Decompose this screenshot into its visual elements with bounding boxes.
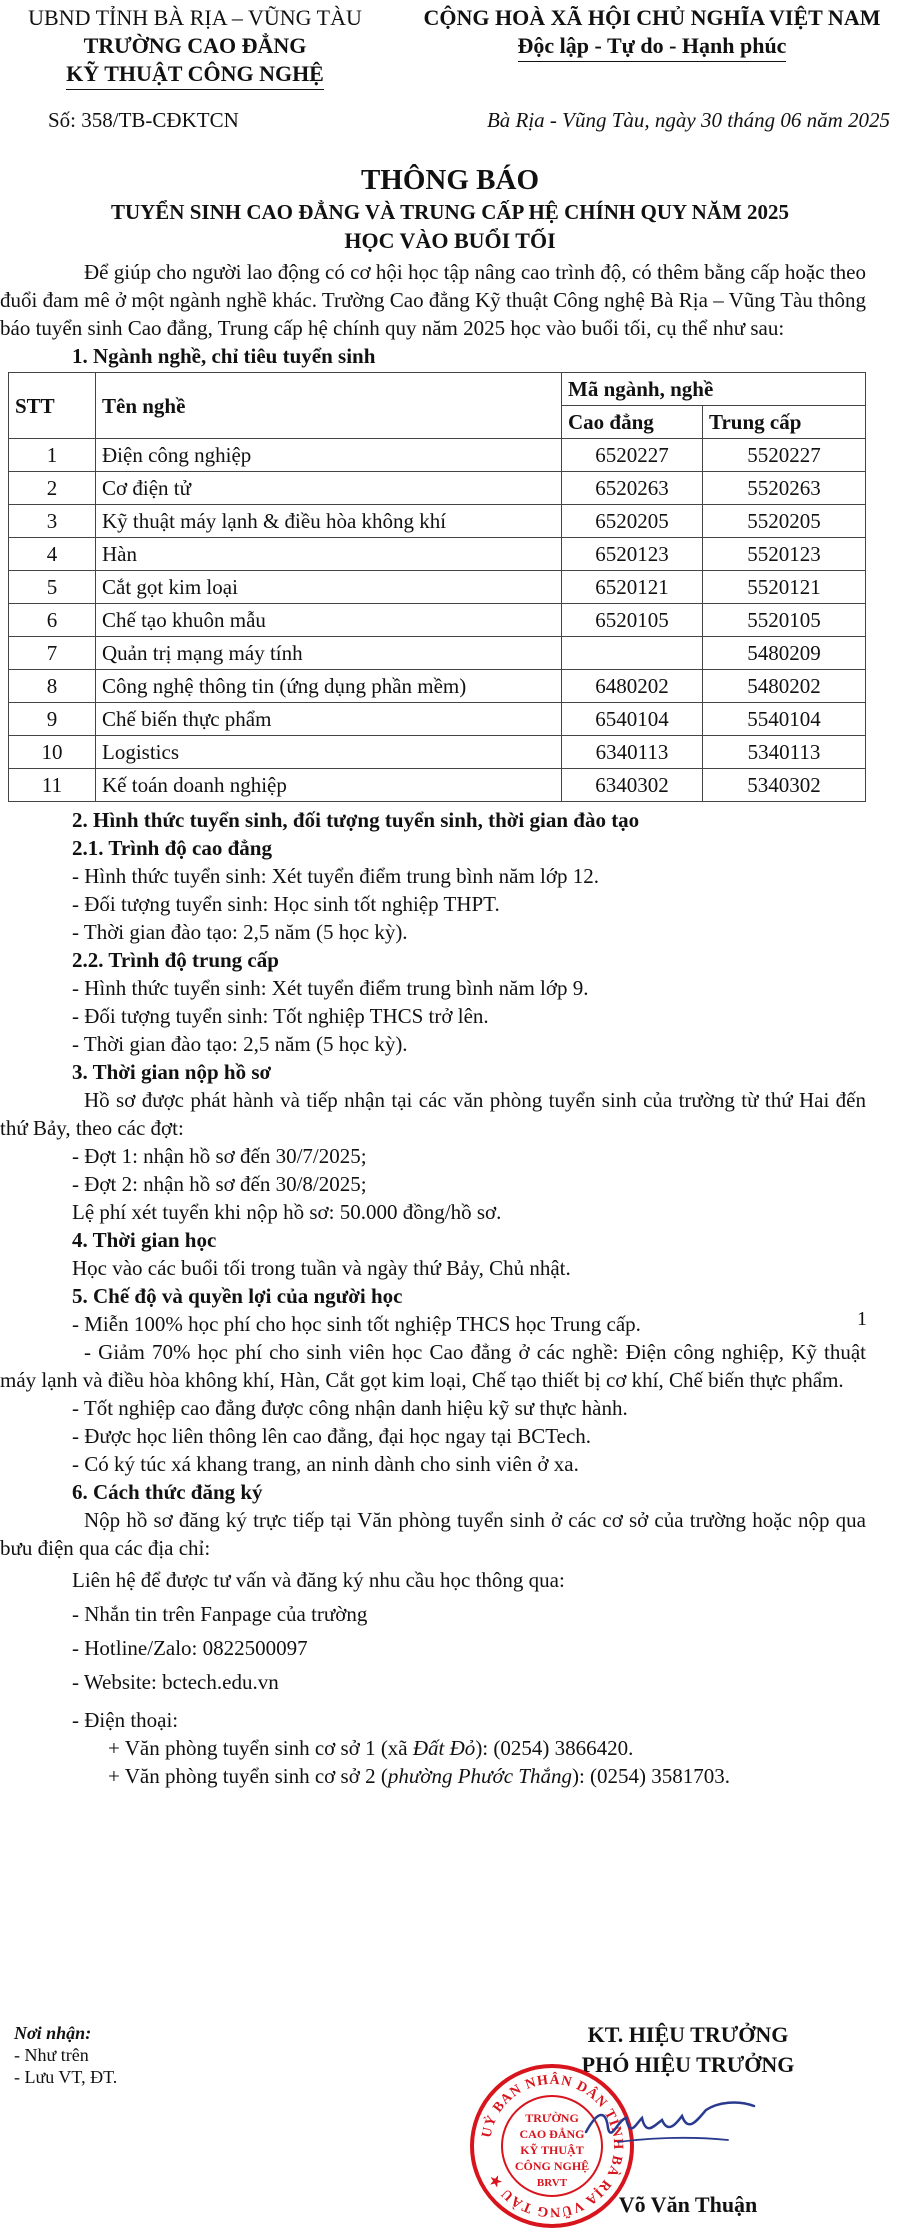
cell-tc: 5520263 (703, 472, 866, 505)
table-row (9, 571, 866, 604)
cell-stt: 10 (9, 736, 96, 769)
cell-cd: 6520121 (562, 571, 703, 604)
document-body (0, 258, 866, 1790)
cell-stt: 8 (9, 670, 96, 703)
col-stt-header: STT (9, 373, 96, 439)
section-4-heading: 4. Thời gian học (72, 1228, 217, 1252)
section-2-2-heading: 2.2. Trình độ trung cấp (72, 948, 279, 972)
section-3-item: - Đợt 2: nhận hồ sơ đến 30/8/2025; (72, 1172, 367, 1196)
section-4-paragraph: Học vào các buổi tối trong tuần và ngày thứ Bảy, Chủ nhật. (72, 1256, 571, 1280)
svg-text:CAO ĐẲNG: CAO ĐẲNG (519, 2127, 585, 2141)
recipients-block (14, 2022, 117, 2088)
office-1-line: + Văn phòng tuyển sinh cơ sở 1 (xã Đất Đỏ): (0254) 3866420. (108, 1736, 634, 1760)
issuer-block (0, 4, 390, 90)
section-6-heading: 6. Cách thức đăng ký (72, 1480, 263, 1504)
issuer-school-line2: KỸ THUẬT CÔNG NGHỆ (66, 60, 324, 90)
cell-name: Quản trị mạng máy tính (96, 637, 562, 670)
svg-text:TRƯỜNG: TRƯỜNG (525, 2111, 579, 2125)
cell-cd: 6480202 (562, 670, 703, 703)
cell-cd: 6340113 (562, 736, 703, 769)
cell-tc: 5520227 (703, 439, 866, 472)
cell-cd: 6540104 (562, 703, 703, 736)
cell-cd: 6340302 (562, 769, 703, 802)
office-1-place: Đất Đỏ (412, 1736, 476, 1760)
cell-stt: 9 (9, 703, 96, 736)
section-2-heading: 2. Hình thức tuyển sinh, đối tượng tuyển sinh, thời gian đào tạo (72, 808, 640, 832)
signature-title-2: PHÓ HIỆU TRƯỞNG (581, 2052, 795, 2077)
national-motto: Độc lập - Tự do - Hạnh phúc (518, 32, 787, 62)
contact-website: - Website: bctech.edu.vn (72, 1670, 279, 1694)
office-2-line: + Văn phòng tuyển sinh cơ sở 2 (phường Phước Thắng): (0254) 3581703. (108, 1764, 731, 1788)
cell-stt: 3 (9, 505, 96, 538)
table-row (9, 439, 866, 472)
cell-name: Điện công nghiệp (96, 439, 562, 472)
col-code-header: Mã ngành, nghề (562, 373, 866, 406)
table-row (9, 604, 866, 637)
cell-name: Kế toán doanh nghiệp (96, 769, 562, 802)
section-2-1-item: - Đối tượng tuyển sinh: Học sinh tốt nghiệp THPT. (72, 892, 500, 916)
cell-cd: 6520227 (562, 439, 703, 472)
recipient-item: - Lưu VT, ĐT. (14, 2067, 118, 2087)
table-row (9, 736, 866, 769)
recipient-item: - Như trên (14, 2045, 89, 2065)
cell-stt: 7 (9, 637, 96, 670)
section-5-heading: 5. Chế độ và quyền lợi của người học (72, 1284, 403, 1308)
table-row (9, 505, 866, 538)
svg-text:CÔNG NGHỆ: CÔNG NGHỆ (514, 2159, 590, 2173)
document-title: THÔNG BÁO (360, 164, 540, 196)
cell-stt: 4 (9, 538, 96, 571)
cell-tc: 5340113 (703, 736, 866, 769)
cell-tc: 5520205 (703, 505, 866, 538)
cell-name: Kỹ thuật máy lạnh & điều hòa không khí (96, 505, 562, 538)
national-motto-block (404, 4, 900, 62)
col-name-header: Tên nghề (96, 373, 562, 439)
section-2-2-item: - Đối tượng tuyển sinh: Tốt nghiệp THCS trở lên. (72, 1004, 489, 1028)
section-5-item: - Giảm 70% học phí cho sinh viên học Cao đẳng ở các nghề: Điện công nghiệp, Kỹ thuật máy lạnh và điều hòa không khí, Hàn, Cắt gọt kim loại, Chế tạo thiết bị cơ khí, Chế biến thực phẩm. (0, 1340, 866, 1392)
contact-phone-label: - Điện thoại: (72, 1708, 179, 1732)
contact-hotline: - Hotline/Zalo: 0822500097 (72, 1636, 308, 1660)
signer-name: Võ Văn Thuận (618, 2192, 758, 2217)
cell-tc: 5520121 (703, 571, 866, 604)
issuer-authority: UBND TỈNH BÀ RỊA – VŨNG TÀU (28, 5, 362, 30)
table-row (9, 637, 866, 670)
handwritten-signature-icon (578, 2080, 758, 2160)
intro-paragraph: Để giúp cho người lao động có cơ hội học tập nâng cao trình độ, có thêm bằng cấp hoặc theo đuổi đam mê ở một ngành nghề khác. Trường Cao đẳng Kỹ thuật Công nghệ Bà Rịa – Vũng Tàu thông báo tuyển sinh Cao đẳng, Trung cấp hệ chính quy năm 2025 học vào buổi tối, cụ thể như sau: (0, 260, 866, 340)
table-row (9, 769, 866, 802)
programs-table (8, 372, 866, 802)
cell-stt: 1 (9, 439, 96, 472)
table-row (9, 703, 866, 736)
issuer-school-line1: TRƯỜNG CAO ĐẲNG (83, 33, 307, 58)
document-subtitle-1: TUYỂN SINH CAO ĐẲNG VÀ TRUNG CẤP HỆ CHÍNH QUY NĂM 2025 (110, 200, 790, 224)
svg-text:UỶ BAN NHÂN DÂN TỈNH BÀ RỊA VŨ: UỶ BAN NHÂN DÂN TỈNH BÀ RỊA VŨNG TÀU ★ (479, 2072, 626, 2220)
section-5-item: - Có ký túc xá khang trang, an ninh dành cho sinh viên ở xa. (72, 1452, 579, 1476)
cell-cd (562, 637, 703, 670)
cell-tc: 5480209 (703, 637, 866, 670)
section-3-paragraph: Hồ sơ được phát hành và tiếp nhận tại các văn phòng tuyển sinh của trường từ thứ Hai đến thứ Bảy, theo các đợt: (0, 1088, 866, 1140)
col-tc-header: Trung cấp (703, 406, 866, 439)
section-6-paragraph: Nộp hồ sơ đăng ký trực tiếp tại Văn phòng tuyển sinh ở các cơ sở của trường hoặc nộp qua bưu điện qua các địa chỉ: (0, 1508, 866, 1560)
recipients-label: Nơi nhận: (14, 2023, 92, 2043)
svg-text:BRVT: BRVT (536, 2177, 568, 2189)
document-date: Bà Rịa - Vũng Tàu, ngày 30 tháng 06 năm 2025 (486, 108, 890, 132)
cell-name: Hàn (96, 538, 562, 571)
section-3-heading: 3. Thời gian nộp hồ sơ (72, 1060, 272, 1084)
document-number: Số: 358/TB-CĐKTCN (48, 108, 239, 132)
office-2-place: phường Phước Thắng (387, 1764, 572, 1788)
signature-title-1: KT. HIỆU TRƯỞNG (587, 2022, 789, 2047)
cell-tc: 5480202 (703, 670, 866, 703)
national-title: CỘNG HOÀ XÃ HỘI CHỦ NGHĨA VIỆT NAM (423, 5, 881, 30)
cell-stt: 11 (9, 769, 96, 802)
section-3-fee: Lệ phí xét tuyển khi nộp hồ sơ: 50.000 đồng/hồ sơ. (72, 1200, 502, 1224)
cell-cd: 6520123 (562, 538, 703, 571)
table-row (9, 670, 866, 703)
section-2-2-item: - Hình thức tuyển sinh: Xét tuyển điểm trung bình năm lớp 9. (72, 976, 589, 1000)
section-3-item: - Đợt 1: nhận hồ sơ đến 30/7/2025; (72, 1144, 367, 1168)
table-row (9, 538, 866, 571)
section-5-item: - Được học liên thông lên cao đẳng, đại học ngay tại BCTech. (72, 1424, 592, 1448)
cell-tc: 5520105 (703, 604, 866, 637)
cell-name: Công nghệ thông tin (ứng dụng phần mềm) (96, 670, 562, 703)
cell-cd: 6520263 (562, 472, 703, 505)
svg-text:KỸ THUẬT: KỸ THUẬT (520, 2143, 584, 2157)
cell-cd: 6520105 (562, 604, 703, 637)
cell-tc: 5540104 (703, 703, 866, 736)
cell-cd: 6520205 (562, 505, 703, 538)
cell-name: Cắt gọt kim loại (96, 571, 562, 604)
section-5-item: - Miễn 100% học phí cho học sinh tốt nghiệp THCS học Trung cấp. (72, 1312, 641, 1336)
cell-name: Cơ điện tử (96, 472, 562, 505)
cell-name: Logistics (96, 736, 562, 769)
page-number: 1 (857, 1308, 867, 1330)
cell-tc: 5340302 (703, 769, 866, 802)
section-2-2-item: - Thời gian đào tạo: 2,5 năm (5 học kỳ). (72, 1032, 408, 1056)
cell-stt: 6 (9, 604, 96, 637)
section-2-1-heading: 2.1. Trình độ cao đẳng (72, 836, 272, 860)
cell-name: Chế tạo khuôn mẫu (96, 604, 562, 637)
cell-name: Chế biến thực phẩm (96, 703, 562, 736)
section-2-1-item: - Thời gian đào tạo: 2,5 năm (5 học kỳ). (72, 920, 408, 944)
contact-fanpage: - Nhắn tin trên Fanpage của trường (72, 1602, 368, 1626)
document-subtitle-2: HỌC VÀO BUỔI TỐI (344, 228, 556, 253)
section-5-item: - Tốt nghiệp cao đẳng được công nhận danh hiệu kỹ sư thực hành. (72, 1396, 628, 1420)
cell-stt: 2 (9, 472, 96, 505)
table-row (9, 472, 866, 505)
cell-tc: 5520123 (703, 538, 866, 571)
contact-intro: Liên hệ để được tư vấn và đăng ký nhu cầu học thông qua: (72, 1568, 565, 1592)
col-cd-header: Cao đẳng (562, 406, 703, 439)
section-2-1-item: - Hình thức tuyển sinh: Xét tuyển điểm trung bình năm lớp 12. (72, 864, 599, 888)
section-1-heading: 1. Ngành nghề, chỉ tiêu tuyển sinh (72, 344, 376, 368)
cell-stt: 5 (9, 571, 96, 604)
